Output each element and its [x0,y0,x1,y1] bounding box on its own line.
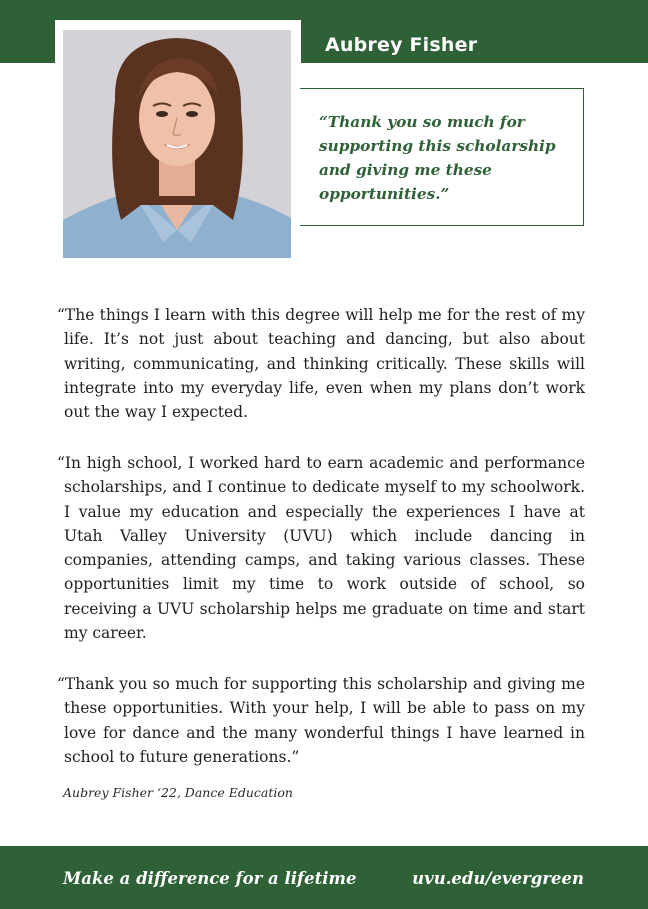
body-paragraph-3: “Thank you so much for supporting this scholarship and giving me these opportunities. With your help, I will be able to pass on my love for dance and the many wonderful things I have learned in school to future generations.” [57,675,585,766]
footer-tagline: Make a difference for a lifetime [63,869,357,888]
footer-url-link[interactable]: uvu.edu/evergreen [412,869,584,888]
pull-quote: “Thank you so much for supporting this scholarship and giving me these opportunities.” [319,113,556,203]
body-paragraph-1: “The things I learn with this degree will help me for the rest of my life. It’s not just about teaching and dancing, but also about writing, communicating, and thinking critically. These skills will integrate into my everyday life, even when my plans don’t work out the way I expected. [57,306,585,422]
attribution: Aubrey Fisher ‘22, Dance Education [63,785,293,800]
profile-name: Aubrey Fisher [325,34,478,56]
portrait-photo [63,30,291,258]
body-paragraph-2: “In high school, I worked hard to earn academic and performance scholarships, and I continue to dedicate myself to my schoolwork. I value my education and especially the experiences I have at Utah Valley University (UVU) which include dancing in companies, attending camps, and taking various classes. These opportunities limit my time to work outside of school, so receiving a UVU scholarship helps me graduate on time and start my career. [57,454,585,643]
